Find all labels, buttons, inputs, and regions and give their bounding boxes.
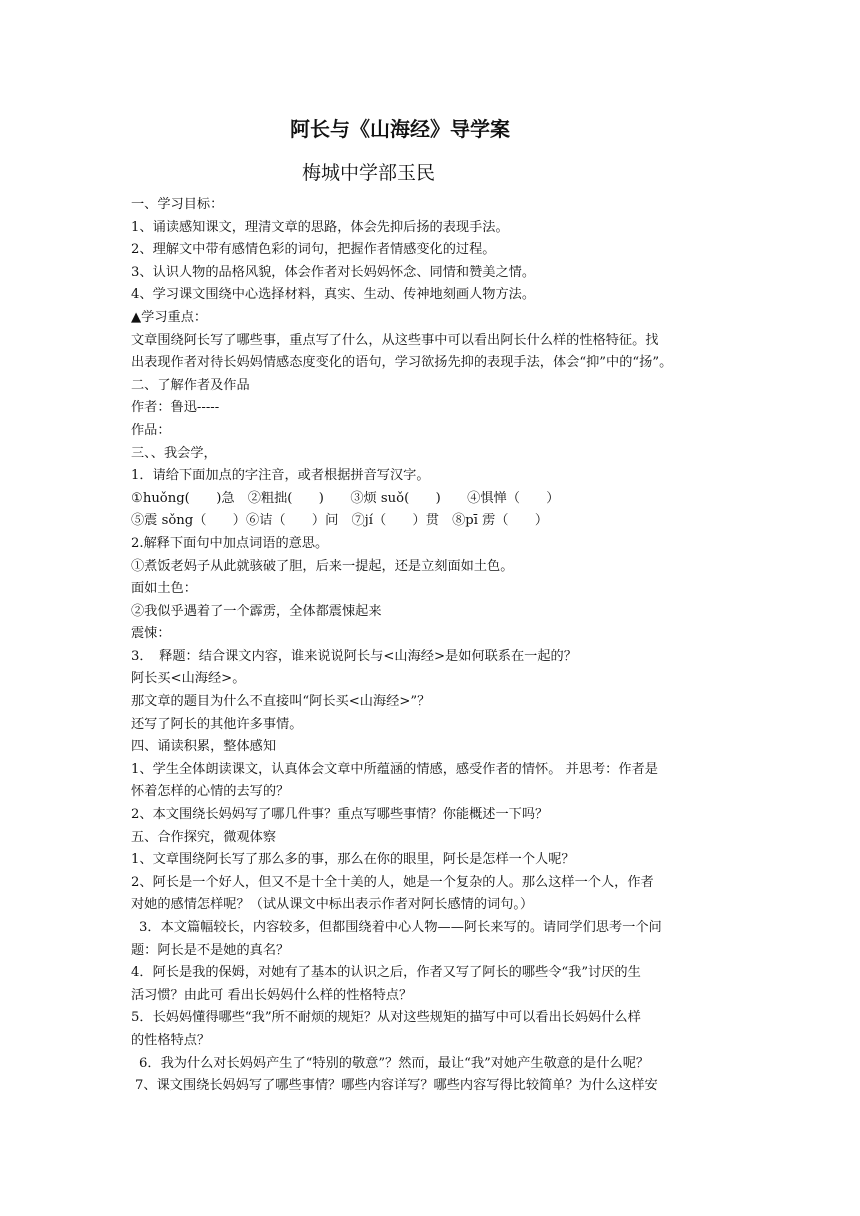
text-line: ①huǒng( )急 ②粗拙( ) ③烦 suǒ( ) ④惧惮（ ） <box>131 490 560 506</box>
text-line: 3．本文篇幅较长，内容较多，但都围绕着中心人物——阿长来写的。请同学们思考一个问 <box>139 920 662 935</box>
text-line: ①煮饭老妈子从此就骇破了胆，后来一提起，还是立刻面如土色。 <box>131 558 514 574</box>
document-author: 梅城中学部玉民 <box>302 162 436 184</box>
text-line: 对她的感情怎样呢？（试从课文中标出表示作者对阿长感情的词句。） <box>131 897 534 913</box>
text-line: ②我似乎遇着了一个霹雳，全体都震悚起来 <box>131 603 382 619</box>
text-line: 震悚： <box>131 626 171 642</box>
text-line: 作品： <box>131 422 171 438</box>
text-line: 3． 释题：结合课文内容，谁来说说阿长与<山海经>是如何联系在一起的？ <box>131 648 577 664</box>
section-heading: 二、了解作者及作品 <box>131 377 250 393</box>
section-heading: 五、合作探究，微观体察 <box>131 829 277 845</box>
text-line: 怀着怎样的心情的去写的？ <box>131 784 290 800</box>
text-line: 那文章的题目为什么不直接叫“阿长买<山海经>”？ <box>131 694 431 710</box>
text-line: 2、本文围绕长妈妈写了哪几件事？重点写哪些事情？你能概述一下吗？ <box>131 807 549 823</box>
text-line: 1、文章围绕阿长写了那么多的事，那么在你的眼里，阿长是怎样一个人呢？ <box>131 852 575 868</box>
section-heading: 四、诵读积累，整体感知 <box>131 739 277 755</box>
text-line: 5．长妈妈懂得哪些“我”所不耐烦的规矩？从对这些规矩的描写中可以看出长妈妈什么样 <box>131 1010 641 1026</box>
text-line: 2、阿长是一个好人，但又不是十全十美的人，她是一个复杂的人。那么这样一个人，作者 <box>131 874 654 890</box>
text-line: 4、学习课文围绕中心选择材料，真实、生动、传神地刻画人物方法。 <box>131 287 536 303</box>
text-line: 4．阿长是我的保姆，对她有了基本的认识之后，作者又写了阿长的哪些令“我”讨厌的生 <box>131 965 641 981</box>
text-line: 活习惯？由此可 看出长妈妈什么样的性格特点？ <box>131 987 413 1003</box>
text-line: 2、理解文中带有感情色彩的词句，把握作者情感变化的过程。 <box>131 242 496 258</box>
text-line: 2.解释下面句中加点词语的意思。 <box>131 535 329 551</box>
text-line: 1、诵读感知课文，理清文章的思路，体会先抑后扬的表现手法。 <box>131 219 509 235</box>
text-line: 1．请给下面加点的字注音，或者根据拼音写汉字。 <box>131 468 430 484</box>
text-line: 阿长买<山海经>。 <box>131 671 246 687</box>
text-line: 面如土色： <box>131 581 197 597</box>
text-line: 6．我为什么对长妈妈产生了“特别的敬意”？然而，最让“我”对她产生敬意的是什么呢？ <box>139 1055 650 1071</box>
text-line: 的性格特点？ <box>131 1032 211 1048</box>
text-line: 还写了阿长的其他许多事情。 <box>131 716 303 732</box>
text-line: ⑤震 sǒng（ ）⑥诘（ ）问 ⑦jí（ ）贯 ⑧pī 雳（ ） <box>131 513 549 529</box>
document-body <box>131 194 731 1098</box>
text-line: 作者：鲁迅----- <box>131 400 220 416</box>
text-line: 出表现作者对待长妈妈情感态度变化的语句，学习欲扬先抑的表现手法，体会“抑”中的“扬”。 <box>131 355 673 371</box>
text-line: 题：阿长是不是她的真名？ <box>131 942 290 958</box>
text-line: 文章围绕阿长写了哪些事，重点写了什么，从这些事中可以看出阿长什么样的性格特征。找 <box>131 332 659 348</box>
section-heading: 三、、我会学， <box>131 445 217 461</box>
text-line: 1、学生全体朗读课文，认真体会文章中所蕴涵的情感，感受作者的情怀。 并思考：作者是 <box>131 761 658 777</box>
section-heading: 一、学习目标： <box>131 197 224 212</box>
text-line: 7、课文围绕长妈妈写了哪些事情？哪些内容详写？哪些内容写得比较简单？为什么这样安 <box>135 1078 658 1094</box>
document-title: 阿长与《山海经》导学案 <box>290 117 510 141</box>
section-heading: ▲学习重点： <box>131 309 208 325</box>
text-line: 3、认识人物的品格风貌，体会作者对长妈妈怀念、同情和赞美之情。 <box>131 264 536 280</box>
